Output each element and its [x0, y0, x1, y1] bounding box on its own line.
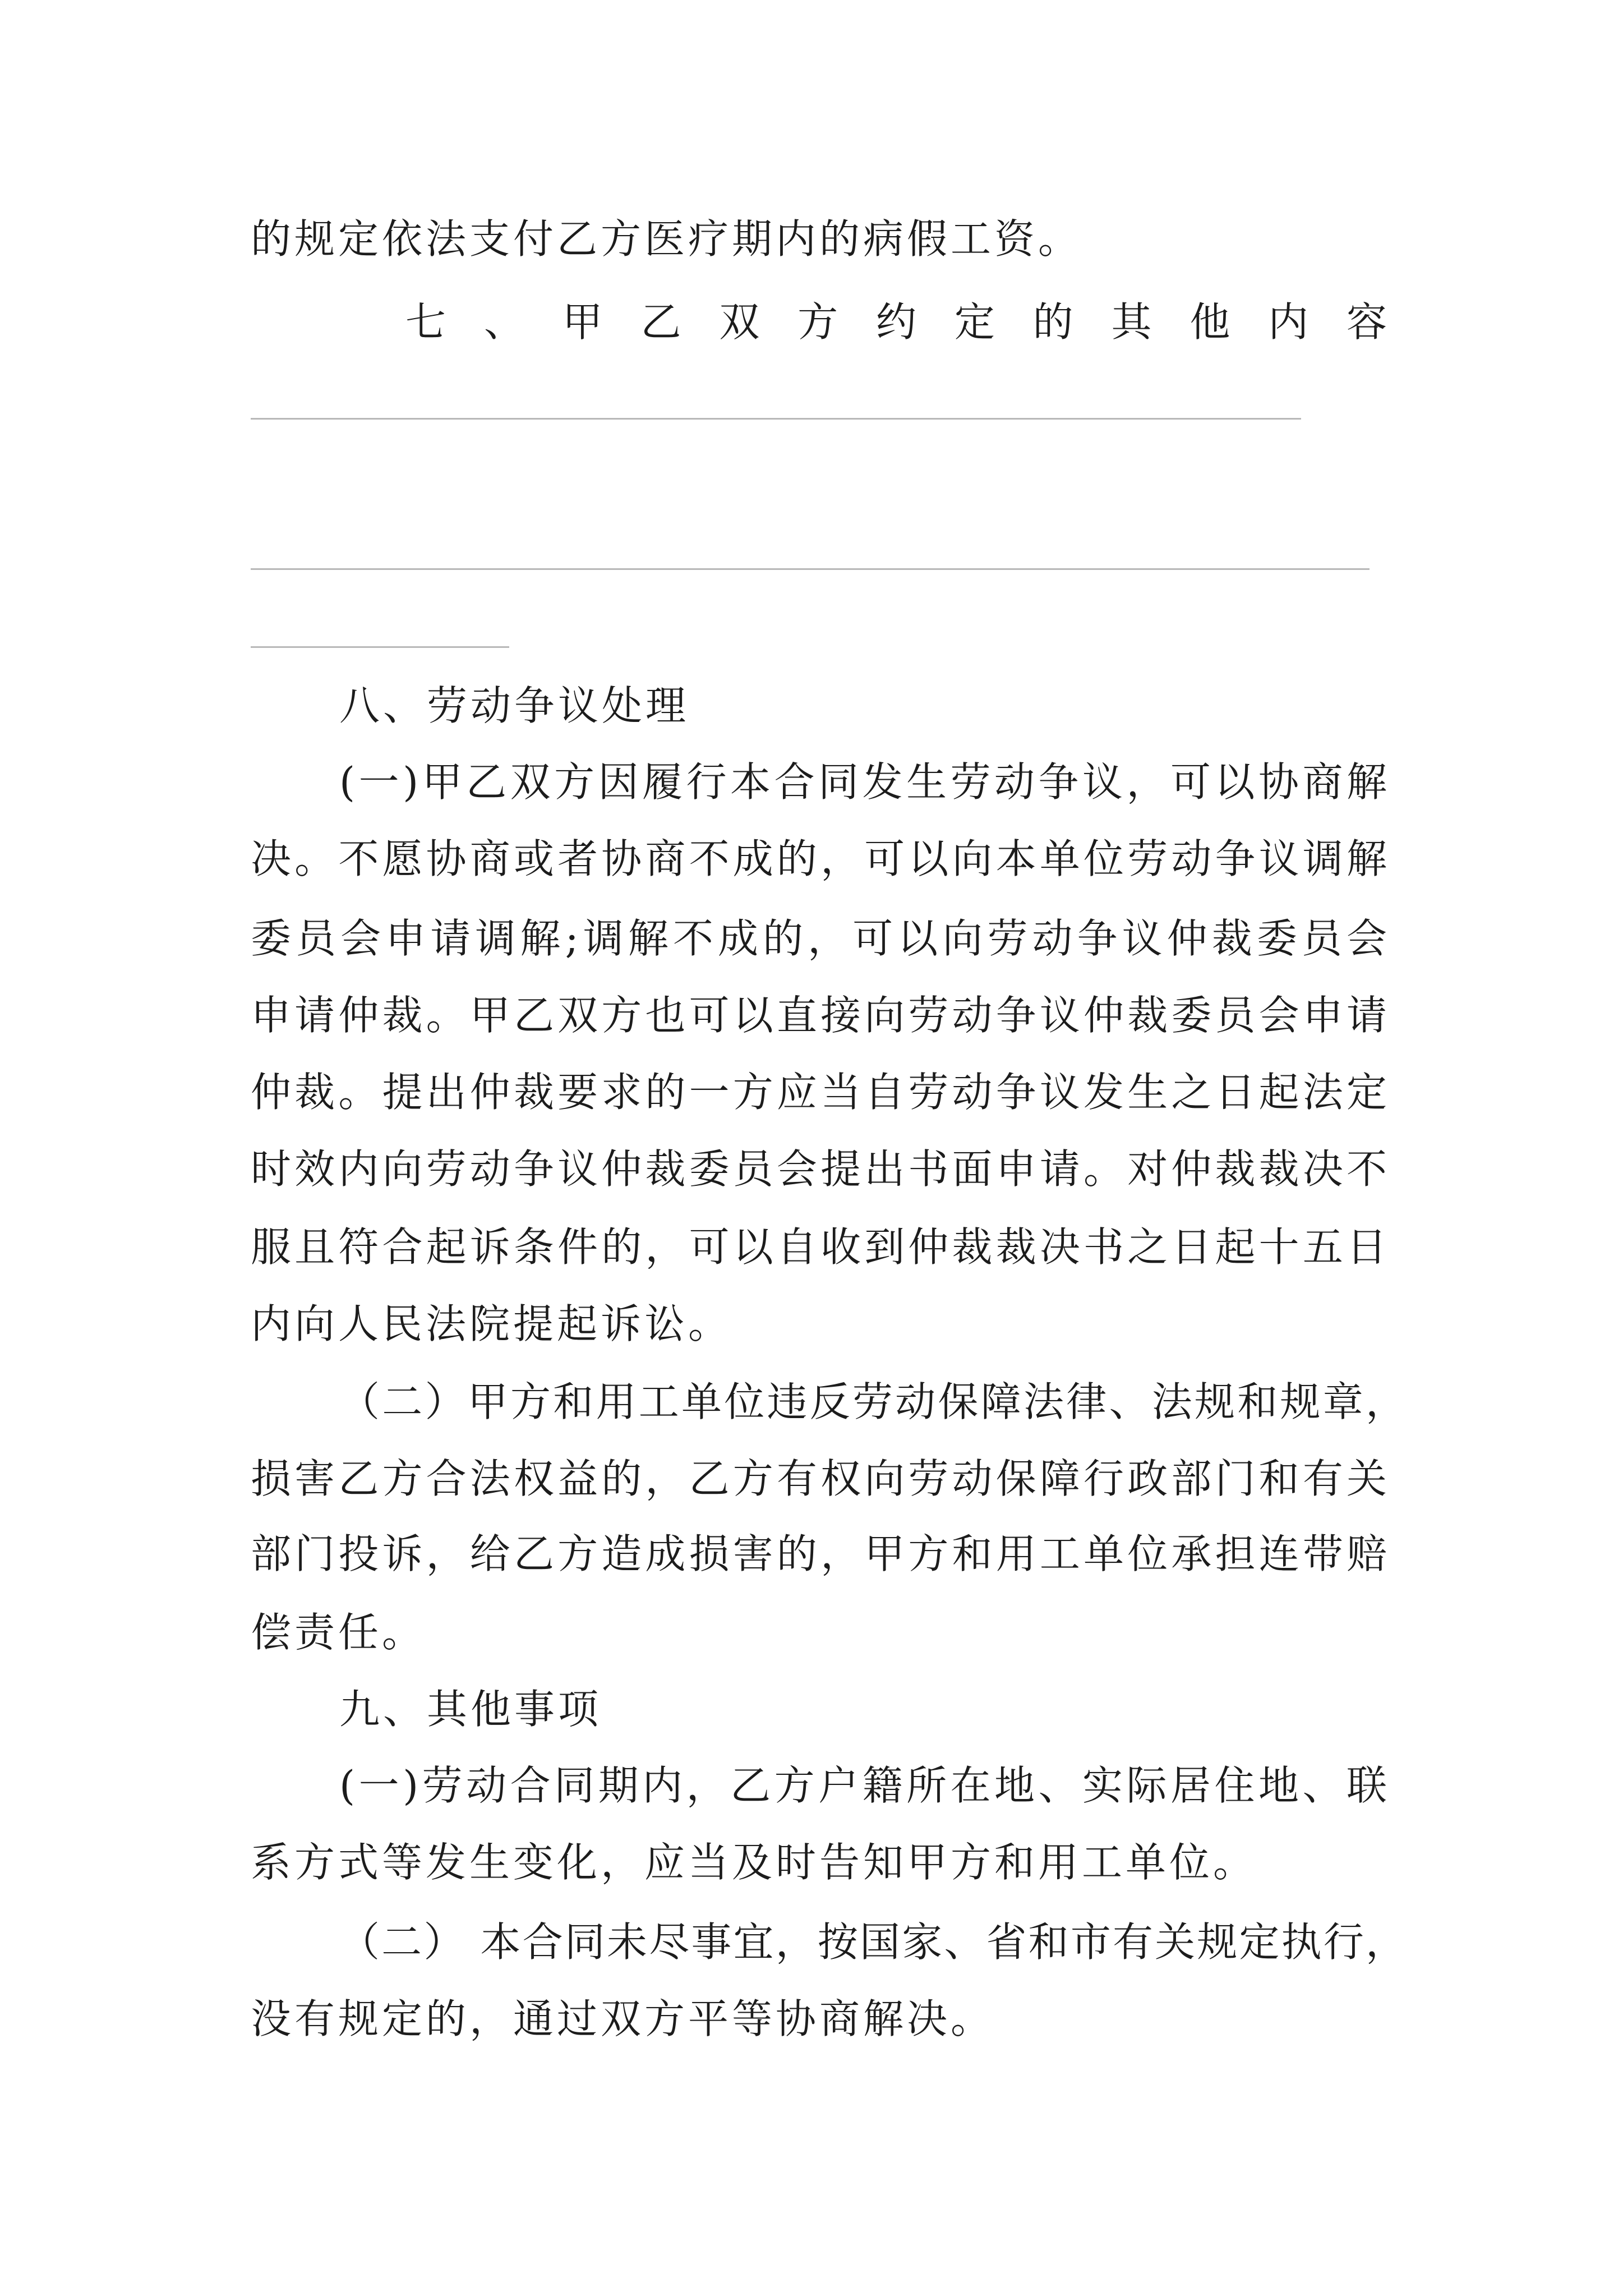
paragraph-line: 申请仲裁。甲乙双方也可以直接向劳动争议仲裁委员会申请 [251, 992, 1387, 1039]
paragraph-line: （二）甲方和用工单位违反劳动保障法律、法规和规章， [339, 1378, 1406, 1425]
paragraph-line: 决。不愿协商或者协商不成的，可以向本单位劳动争议调解 [251, 835, 1387, 882]
section8-heading: 八、劳动争议处理 [339, 682, 690, 729]
paragraph-line: 内向人民法院提起诉讼。 [251, 1300, 732, 1347]
paragraph-line: 仲裁。提出仲裁要求的一方应当自劳动争议发生之日起法定 [251, 1069, 1387, 1116]
blank-fill-line-2 [251, 568, 1370, 570]
paragraph-line: 损害乙方合法权益的，乙方有权向劳动保障行政部门和有关 [251, 1455, 1387, 1502]
paragraph-line: (一)甲乙双方因履行本合同发生劳动争议，可以协商解 [339, 758, 1387, 806]
paragraph-line: 服且符合起诉条件的，可以自收到仲裁裁决书之日起十五日 [251, 1223, 1387, 1271]
paragraph-line: 系方式等发生变化，应当及时告知甲方和用工单位。 [251, 1839, 1257, 1886]
section7-heading: 七、甲乙双方约定的其他内容 [405, 298, 1387, 346]
paragraph-line: 没有规定的，通过双方平等协商解决。 [251, 1995, 995, 2042]
paragraph-line: 时效内向劳动争议仲裁委员会提出书面申请。对仲裁裁决不 [251, 1145, 1387, 1193]
paragraph-line: 委员会申请调解;调解不成的，可以向劳动争议仲裁委员会 [251, 915, 1387, 962]
blank-fill-line-3 [251, 646, 509, 648]
blank-fill-line-1 [251, 418, 1301, 420]
paragraph-line: (一)劳动合同期内，乙方户籍所在地、实际居住地、联 [339, 1762, 1387, 1809]
continuation-line: 的规定依法支付乙方医疗期内的病假工资。 [251, 215, 1082, 263]
section9-heading: 九、其他事项 [339, 1686, 602, 1733]
paragraph-line: 部门投诉，给乙方造成损害的，甲方和用工单位承担连带赔 [251, 1530, 1387, 1577]
paragraph-line: 偿责任。 [251, 1609, 426, 1656]
paragraph-line: （二） 本合同未尽事宜，按国家、省和市有关规定执行， [339, 1918, 1406, 1966]
